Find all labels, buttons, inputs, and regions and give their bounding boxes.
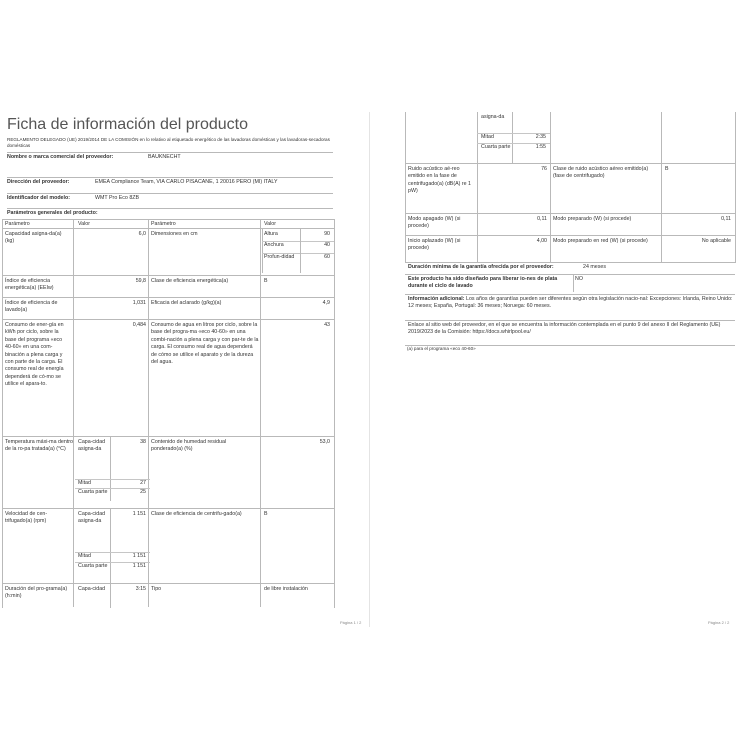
warranty-row [405, 262, 735, 273]
eei-label: Índice de eficiencia energética(a) (EEIw) [5, 278, 54, 292]
dimensions-label: Dimensiones en cm [151, 231, 198, 237]
energy-label: Consumo de ener-gía en kWh por ciclo, sobre la base del programa «eco 40-60» en una com-binación a plena carga y con parte de la carga. El consumo real de energía dependerá de có-mo se utilice el apara-to. [5, 322, 64, 388]
header-param2: Parámetro [151, 221, 176, 227]
p2-half-label: Mitad [481, 134, 494, 140]
spin-quarter-label: Cuarta parte [78, 563, 108, 569]
delay-label: Inicio aplazado (W) (si procede) [408, 238, 461, 252]
additional-info [408, 296, 733, 311]
off-mode-row [405, 213, 735, 236]
temp-rated-label: Capa-cidad asigna-da [78, 439, 106, 453]
temp-rated-value: 38 [140, 439, 146, 445]
spin-class-value: B [264, 511, 268, 517]
energy-class-label: Clase de eficiencia energética(a) [151, 278, 229, 284]
duration-label: Duración del pro-grama(a) (h:min) [5, 586, 68, 600]
supplier-row [7, 152, 333, 163]
address-value: EMEA Compliance Team, VIA CARLO PISACANE, 1 20016 PERO (MI) ITALY [95, 179, 278, 185]
energy-class-value: B [264, 278, 268, 284]
water-value: 43 [324, 322, 330, 328]
width-value: 40 [324, 242, 330, 248]
p2-quarter-label: Cuarta parte [481, 144, 511, 150]
duration-rated-label: Capa-cidad [78, 586, 106, 592]
page-title: Ficha de información del producto [7, 116, 249, 133]
eei-row [2, 275, 334, 298]
warranty-label: Duración mínima de la garantía ofrecida por el proveedor: [408, 264, 554, 270]
general-params-label: Parámetros generales del producto: [7, 210, 98, 216]
additional-text: Los años de garantías pueden ser diferentes según otra legislación nacio-nal: Excepciones: Irlanda, Reino Unido: 12 meses; España, Portugal: 36 meses; Noruega: 60 meses. [408, 296, 733, 310]
p2-rated-label: asigna-da [481, 114, 505, 120]
wash-value: 1,031 [132, 300, 146, 306]
supplier-link-text: Enlace al sitio web del proveedor, en el que se encuentra la información contemplada en el punto 9 del anexo II del Reglamento (UE) 2019/2023 de la Comisión: https://docs.whirlpool.eu/ [408, 322, 721, 336]
depth-value: 60 [324, 254, 330, 260]
noise-class-label: Clase de ruido acústico aéreo emitido(a) (fase de centrifugado) [553, 166, 649, 180]
duration-row [2, 583, 334, 608]
standby-value: 0,11 [721, 216, 731, 222]
header-param: Parámetro [5, 221, 30, 227]
page-number-1: Página 1 / 2 [340, 620, 362, 625]
address-label: Dirección del proveedor: [7, 179, 70, 185]
silver-label: Este producto ha sido diseñado para liberar io-nes de plata durante el ciclo de lavado [408, 276, 558, 290]
water-label: Consumo de agua en litros por ciclo, sobre la base del progra-ma «eco 40-60» en una combi-nación a plena carga y con par-te de la carga. El consumo real de agua dependerá de cómo se utilice el aparato y de la dureza del agua. [151, 322, 259, 366]
spin-label: Velocidad de cen-trifugado(a) (rpm) [5, 511, 48, 525]
supplier-label: Nombre o marca comercial del proveedor: [7, 154, 114, 160]
delay-row [405, 235, 735, 258]
height-value: 90 [324, 231, 330, 237]
spin-class-label: Clase de eficiencia de centrifu-gado(a) [151, 511, 242, 517]
capacity-row [2, 228, 334, 273]
p2-quarter-value: 1:55 [535, 144, 546, 150]
model-label: Identificador del modelo: [7, 195, 70, 201]
moisture-value: 53,0 [319, 439, 330, 445]
noise-value: 76 [541, 166, 547, 172]
temp-quarter-value: 25 [140, 489, 146, 495]
spin-quarter-value: 1 151 [132, 563, 146, 569]
off-mode-label: Modo apagado (W) (si procede) [408, 216, 461, 230]
spin-rated-label: Capa-cidad asigna-da [78, 511, 106, 525]
temp-half-label: Mitad [78, 480, 91, 486]
network-standby-value: No aplicable [701, 238, 731, 244]
silver-value: NO [575, 276, 583, 282]
rinse-label: Eficacia del aclarado (g/kg)(a) [151, 300, 222, 306]
warranty-value: 24 meses [583, 264, 606, 270]
moisture-label: Contenido de humedad residual ponderado(a) (%) [151, 439, 227, 453]
spin-row [2, 508, 334, 584]
additional-label: Información adicional: [408, 296, 465, 302]
temp-half-value: 27 [140, 480, 146, 486]
standby-label: Modo preparado (W) (si procede) [553, 216, 632, 222]
regulation-text: REGLAMENTO DELEGADO (UE) 2019/2014 DE LA COMISIÓN en lo relativo al etiquetado energético de las lavadoras domésticas y las lavadoras-secadoras domésticas [7, 137, 330, 149]
spin-half-label: Mitad [78, 553, 91, 559]
capacity-label: Capacidad asigna-da(a) (kg) [5, 231, 62, 245]
off-mode-value: 0,11 [537, 216, 547, 222]
footnote: (a) para el programa «eco 40-60» [407, 346, 476, 351]
additional-info-row [405, 294, 735, 320]
rinse-value: 4,9 [322, 300, 330, 306]
noise-row [405, 163, 735, 214]
depth-label: Profun-didad [264, 254, 295, 260]
model-value: WMT Pro Eco 8ZB [95, 195, 140, 201]
temperature-row [2, 436, 334, 501]
model-row [7, 193, 333, 204]
type-value: de libre instalación [264, 586, 308, 592]
address-row [7, 177, 333, 188]
header-value: Valor [78, 221, 90, 227]
noise-label: Ruido acústico aé-reo emitido en la fase de centrifugado(a) (dB(A) re 1 pW) [408, 166, 472, 195]
wash-label: Índice de eficiencia de lavado(a) [5, 300, 58, 314]
width-label: Anchura [264, 242, 284, 248]
general-params-row [7, 208, 333, 219]
network-standby-label: Modo preparado en red (W) (si procede) [553, 238, 648, 244]
p2-half-value: 2:35 [535, 134, 546, 140]
header-value2: Valor [264, 221, 276, 227]
wash-row [2, 297, 334, 320]
spin-rated-value: 1 151 [132, 511, 146, 517]
link-row [405, 320, 735, 346]
temperature-label: Temperatura máxi-ma dentro de la ro-pa tratada(a) (°C) [5, 439, 74, 453]
delay-value: 4,00 [536, 238, 547, 244]
energy-row [2, 319, 334, 437]
spin-half-value: 1 151 [132, 553, 146, 559]
duration-rated-value: 3:15 [135, 586, 146, 592]
energy-value: 0,484 [132, 322, 146, 328]
page-number-2: Página 2 / 2 [708, 620, 730, 625]
capacity-value: 6,0 [138, 231, 146, 237]
type-label: Tipo [151, 586, 162, 592]
supplier-value: BAUKNECHT [148, 154, 181, 160]
eei-value: 59,8 [135, 278, 146, 284]
silver-row [405, 274, 735, 293]
height-label: Altura [264, 231, 278, 237]
noise-class-value: B [665, 166, 669, 172]
temp-quarter-label: Cuarta parte [78, 489, 108, 495]
